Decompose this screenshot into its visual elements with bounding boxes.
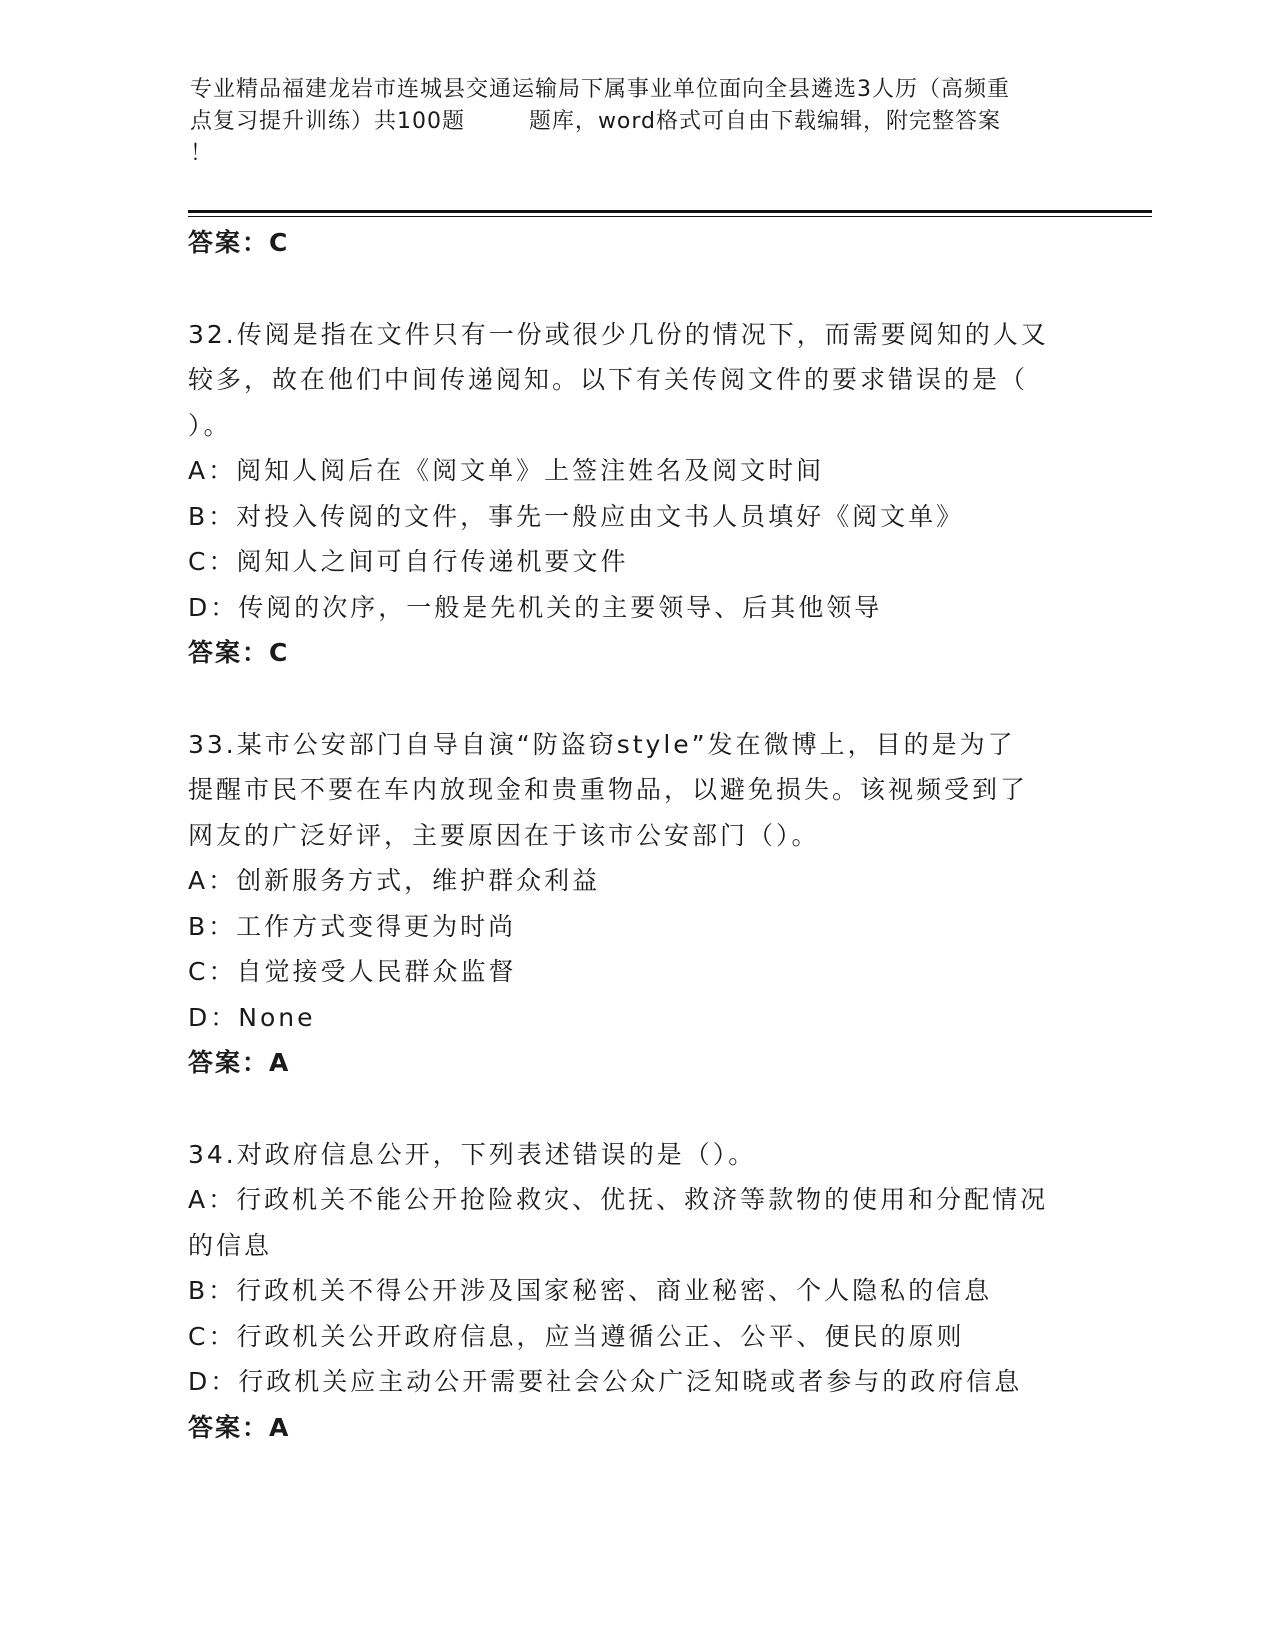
- option-a: A：阅知人阅后在《阅文单》上签注姓名及阅文时间: [188, 456, 825, 485]
- header-divider-thin: [188, 216, 1152, 217]
- option-c: C：阅知人之间可自行传递机要文件: [188, 547, 629, 576]
- question-stem-line: 32.传阅是指在文件只有一份或很少几份的情况下，而需要阅知的人又: [188, 319, 1049, 349]
- question-content: [188, 220, 1088, 1450]
- question-stem-line: 提醒市民不要在车内放现金和贵重物品，以避免损失。该视频受到了: [188, 775, 1029, 804]
- option-c: C：自觉接受人民群众监督: [188, 957, 517, 986]
- option-b: B：行政机关不得公开涉及国家秘密、商业秘密、个人隐私的信息: [188, 1276, 993, 1305]
- page-header: [190, 74, 1090, 170]
- spacer: [188, 1086, 1088, 1132]
- header-title-line: ！: [190, 141, 214, 166]
- option-b: B：对投入传阅的文件，事先一般应由文书人员填好《阅文单》: [188, 501, 965, 531]
- option-d: D：行政机关应主动公开需要社会公众广泛知晓或者参与的政府信息: [188, 1367, 1023, 1396]
- option-a: A：创新服务方式，维护群众利益: [188, 866, 601, 895]
- option-d: D：传阅的次序，一般是先机关的主要领导、后其他领导: [188, 592, 883, 622]
- option-d: D：None: [188, 1002, 316, 1032]
- option-b: B：工作方式变得更为时尚: [188, 911, 517, 941]
- question-block: [188, 312, 1088, 676]
- question-stem-line: 34.对政府信息公开，下列表述错误的是（）。: [188, 1139, 757, 1169]
- question-stem-line: 较多，故在他们中间传递阅知。以下有关传阅文件的要求错误的是（: [188, 365, 1029, 394]
- question-block: [188, 1132, 1088, 1451]
- header-title-line: 专业精品福建龙岩市连城县交通运输局下属事业单位面向全县遴选3人历（高频重: [190, 77, 1010, 102]
- option-a: A：行政机关不能公开抢险救灾、优抚、救济等款物的使用和分配情况: [188, 1185, 1049, 1214]
- spacer: [188, 676, 1088, 722]
- spacer: [188, 266, 1088, 312]
- question-stem-line: 33.某市公安部门自导自演“防盗窃style”发在微博上，目的是为了: [188, 729, 1016, 759]
- answer-label: 答案：A: [188, 1412, 291, 1442]
- question-block: [188, 722, 1088, 1086]
- option-a-continuation: 的信息: [188, 1230, 273, 1260]
- answer-label: 答案：A: [188, 1048, 291, 1077]
- previous-answer: 答案：C: [188, 228, 290, 257]
- header-title-line: 点复习提升训练）共100题 题库，word格式可自由下载编辑，附完整答案: [190, 109, 1002, 134]
- question-stem-line: ）。: [188, 410, 232, 440]
- option-c: C：行政机关公开政府信息，应当遵循公正、公平、便民的原则: [188, 1321, 965, 1351]
- answer-label: 答案：C: [188, 638, 290, 667]
- question-stem-line: 网友的广泛好评，主要原因在于该市公安部门（）。: [188, 820, 820, 850]
- header-divider-thick: [188, 210, 1152, 213]
